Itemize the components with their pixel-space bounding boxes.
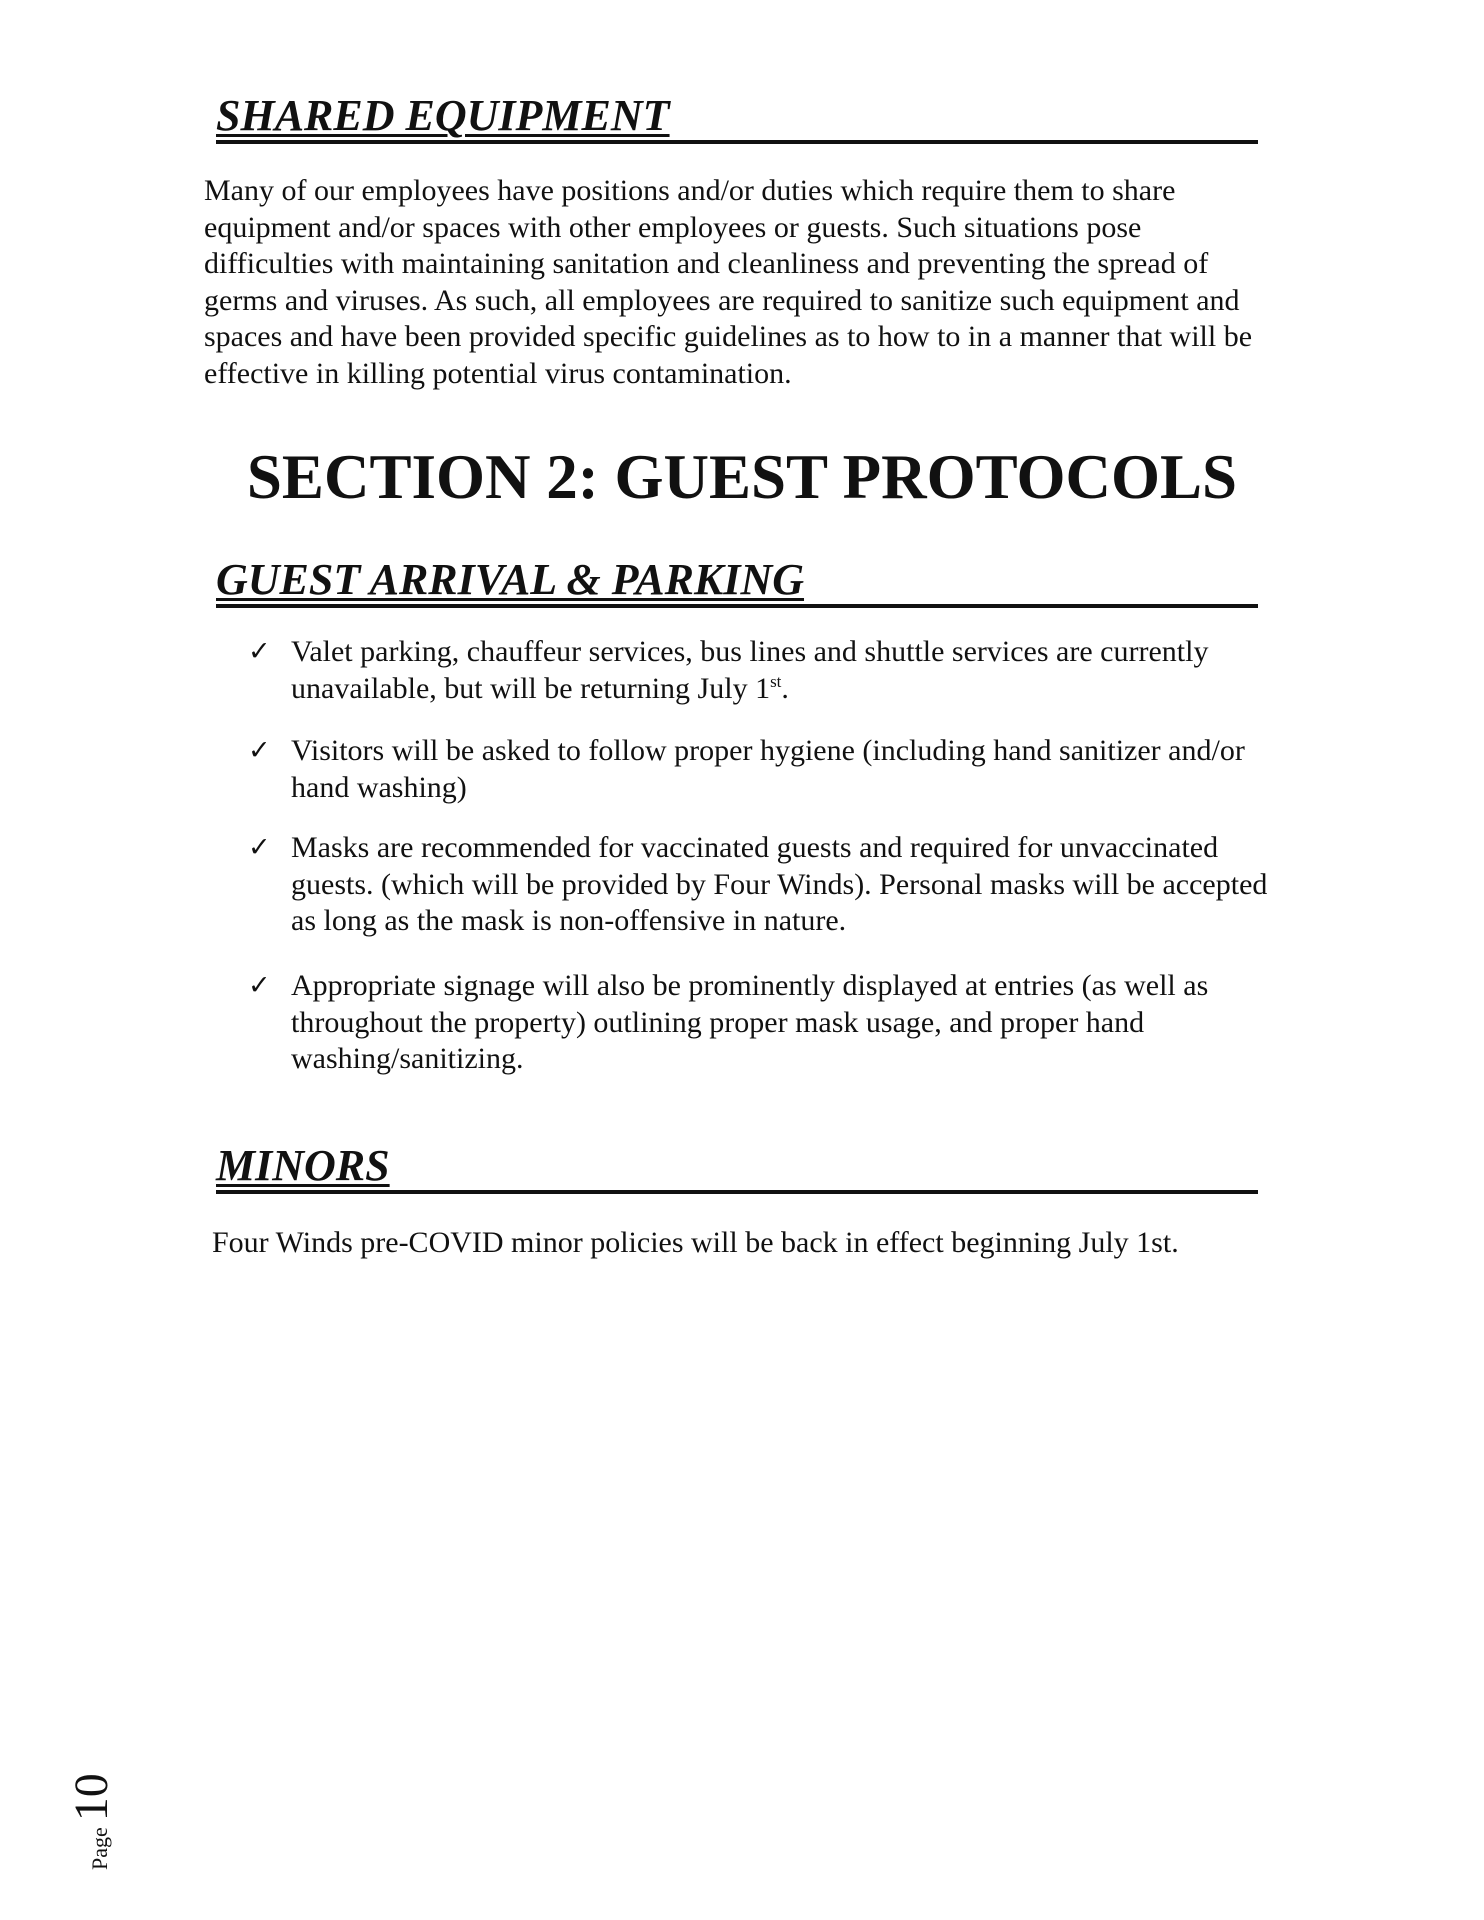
list-item-text-end: . (781, 671, 789, 705)
section-title-text: SECTION 2: GUEST PROTOCOLS (246, 442, 1238, 512)
checkmark-icon: ✓ (248, 735, 271, 766)
minors-heading: MINORS (216, 1144, 1258, 1194)
list-item-text: Appropriate signage will also be prominently displayed at entries (as well as throughout the property) outlining proper mask usage, and proper hand washing/sanitizing. (291, 969, 1209, 1075)
minors-paragraph: Four Winds pre-COVID minor policies will be back in effect beginning July 1st. (212, 1226, 1179, 1259)
page-number: 10 (65, 1773, 118, 1822)
list-item-text-main: Valet parking, chauffeur services, bus lines and shuttle services are currently unavailable, but will be returning July 1 (291, 635, 1209, 705)
section-title (0, 442, 1484, 512)
list-item-text (291, 634, 1278, 707)
list-item-text: Visitors will be asked to follow proper hygiene (including hand sanitizer and/or hand washing) (291, 734, 1245, 804)
page-number-marker (64, 1750, 124, 1870)
checkmark-icon: ✓ (248, 970, 271, 1001)
list-item-text: Masks are recommended for vaccinated guests and required for unvaccinated guests. (which will be provided by Four Winds). Personal masks will be accepted as long as the mask is non-offensive in nature. (291, 831, 1268, 937)
shared-equipment-heading: SHARED EQUIPMENT (216, 94, 1258, 144)
page-label: Page (87, 1827, 112, 1870)
checkmark-icon: ✓ (248, 636, 271, 667)
checkmark-icon: ✓ (248, 832, 271, 863)
shared-equipment-paragraph: Many of our employees have positions and/or duties which require them to share equipment and/or spaces with other employees or guests. Such situations pose difficulties with maintaining sanitation and cleanliness and preventing the spread of germs and viruses. As such, all employees are required to sanitize such equipment and spaces and have been provided specific guidelines as to how to in a manner that will be effective in killing potential virus contamination. (204, 174, 1253, 390)
ordinal-superscript: st (770, 671, 782, 691)
guest-arrival-heading: GUEST ARRIVAL & PARKING (216, 558, 1258, 608)
